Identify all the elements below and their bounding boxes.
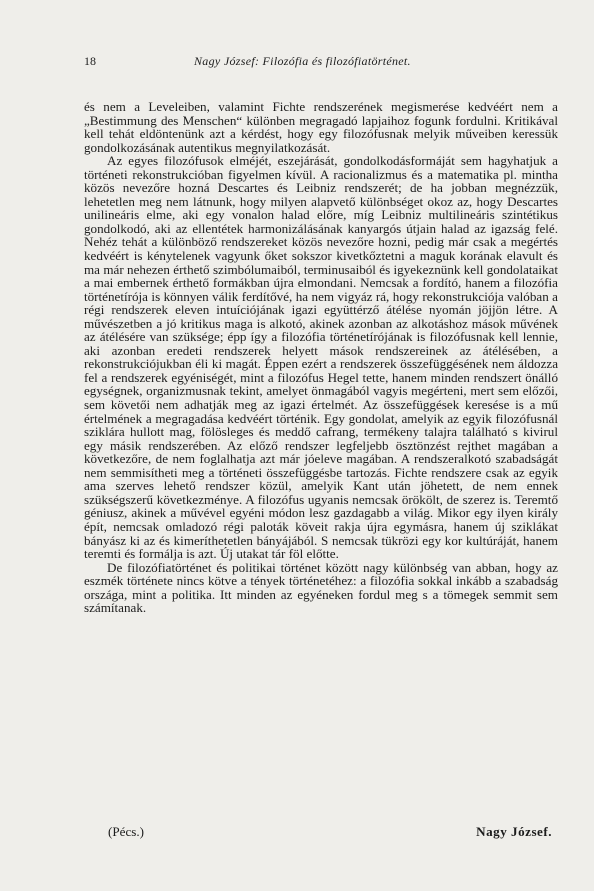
page-number: 18 (84, 54, 96, 68)
running-head: Nagy József: Filozófia és filozófiatörténet. (194, 54, 411, 68)
signoff (108, 824, 566, 840)
paragraph-1: és nem a Leveleiben, valamint Fichte rendszerének megismerése kedvéért nem a „Bestimmung des Menschen“ különben megragadó lapjaihoz fogunk fordulni. Kritikával kell tehát eldöntenünk azt a kérdést, hogy egy filozófusnak melyik műveiben keressük gondolkozásának autentikus megnyilatkozását. (84, 99, 558, 155)
page-header (84, 54, 524, 70)
signoff-place: (Pécs.) (108, 824, 144, 839)
paragraph-3: De filozófiatörténet és politikai történet között nagy különbség van abban, hogy az eszmék története nincs kötve a tények történetéhez: a filozófia sokkal inkább a szabadság országa, mint a politika. Itt minden az egyéneken fordul meg s a tömegek semmit sem számítanak. (84, 559, 558, 616)
body-text (84, 100, 558, 615)
signoff-author: Nagy József. (476, 824, 552, 839)
paragraph-2: Az egyes filozófusok elméjét, eszejárását, gondolkodásformáját sem hagyhatjuk a történeti rekonstrukcióban figyelmen kívül. A racionalizmus és a matematika pl. mintha közös nevezőre hozná Descartes és Leibniz rendszerét; de ha jobban megnézzük, lehetetlen meg nem látnunk, hogy milyen alapvető különbséget okoz az, hogy Descartes unilineáris elme, aki egy vonalon halad előre, míg Leibniz multilineáris szintétikus gondolkodó, aki az ellentétek harmonizálásának kanyargós útjain halad az igazság felé. Nehéz tehát a különböző rendszereket közös nevezőre hozni, pedig már csak a megértés kedvéért is kénytelenek vagyunk őket sokszor kivetkőztetni a maguk korának elavult és ma már nehezen érthető szimbólumaiból, terminusaiból és igyekeznünk kell gondolataikat a mai embernek érthető formákban újra elmondani. Nemcsak a fordító, hanem a filozófia történetírója is könnyen válik ferdítővé, ha nem vigyáz rá, hogy rekonstrukciója valóban a régi rendszerek eleven intuíciójának igazi együttérző átélése nyomán jöjjön létre. A művészetben a jó kritikus maga is alkotó, akinek azonban az alkotáshoz mások művének az átélésére van szüksége; épp így a filozófia történetírójának is filozófusnak kell lennie, aki azonban eredeti rendszerek helyett mások rendszereinek az átélésében, a rekonstrukciójukban éli ki magát. Éppen ezért a rendszerek összefüggésének nem áldozza fel a rendszerek egyéniségét, mint a filozófus Hegel tette, hanem minden rendszert önálló egységnek, organizmusnak tekint, amelyet önmagából vagyis megérteni, mert sem előzői, sem követői nem adhatják meg az igazi értelmét. Az összefüggések keresése is a mű értelmének a megragadása kedvéért történik. Egy gondolat, amelyik az egyik filozófusnál sziklára hullott mag, fölösleges és meddő cafrang, termékeny talajra található s kivirul egy másik rendszerében. Az előző rendszer legfeljebb ösztönzést rejthet magában a következőre, de nem foglalhatja azt már jóeleve magában. A rendszeralkotó szabadságát nem semmisítheti meg a történeti összefüggésbe tartozás. Fichte rendszere csak az egyik ama szerves lehető rendszer közül, amelyik Kant után jöhetett, de nem ennek szükségszerű következménye. A filozófus ugyanis nemcsak örökölt, de szerez is. Teremtő géniusz, akinek a művével egyéni módon lesz gazdagabb a világ. Mikor egy ilyen király épít, nemcsak omladozó régi paloták köveit rakja újra egymásra, hanem új sziklákat bányász ki az és kimeríthetetlen bányájából. S nemcsak tükrözi egy kor kultúráját, hanem teremti és formálja is azt. Új utakat tár föl előtte. (84, 153, 558, 562)
